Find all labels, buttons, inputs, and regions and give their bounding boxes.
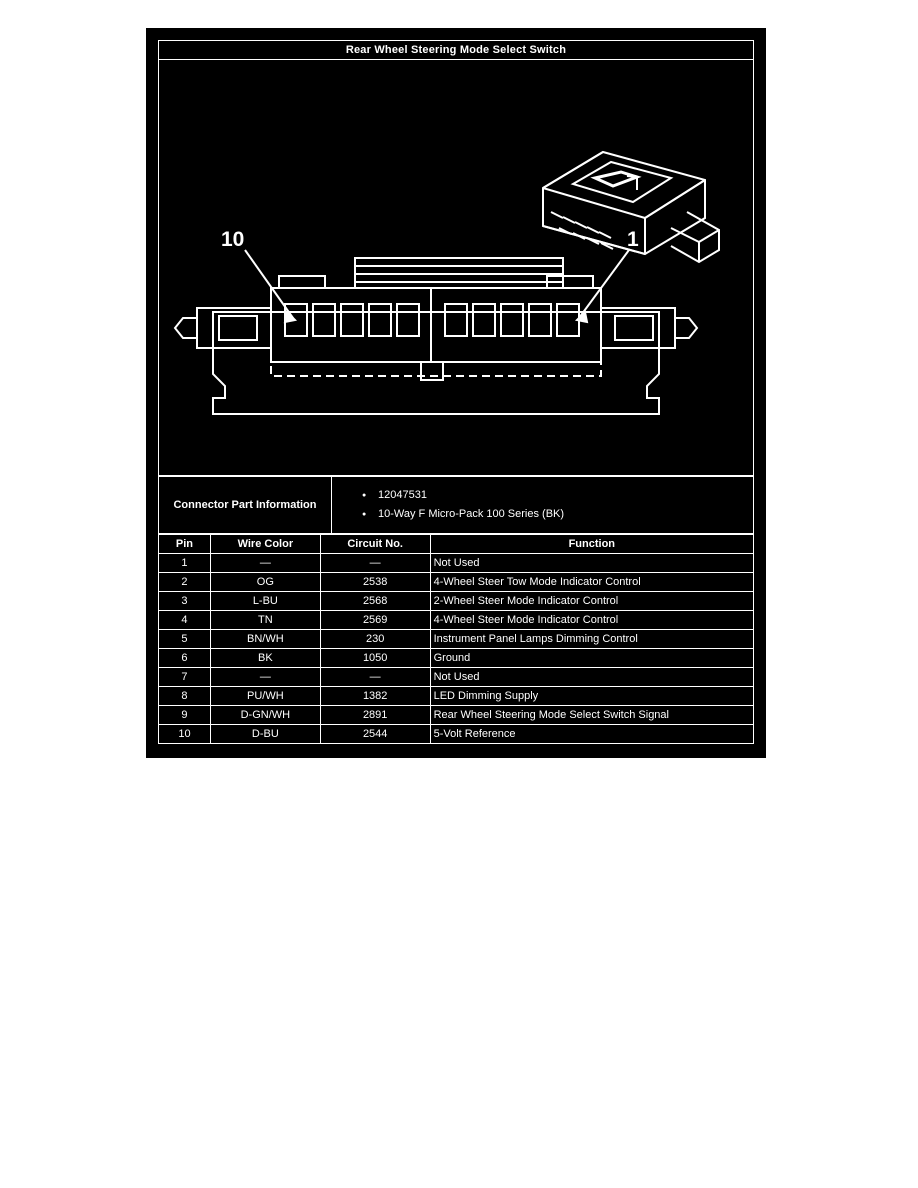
cell-function: 2-Wheel Steer Mode Indicator Control [430,592,753,611]
cell-circuit: 2544 [320,725,430,744]
cell-wire: OG [210,573,320,592]
cell-pin: 3 [159,592,211,611]
pin-table [158,534,754,744]
cell-wire: BN/WH [210,630,320,649]
column-header-function: Function [430,535,753,554]
cell-function: Instrument Panel Lamps Dimming Control [430,630,753,649]
cell-function: Not Used [430,554,753,573]
cell-pin: 6 [159,649,211,668]
cell-function: 4-Wheel Steer Mode Indicator Control [430,611,753,630]
table-row [159,706,754,725]
cell-function: LED Dimming Supply [430,687,753,706]
cell-wire: TN [210,611,320,630]
cell-function: 5-Volt Reference [430,725,753,744]
cell-pin: 9 [159,706,211,725]
connector-part-information [158,476,754,534]
cell-circuit: — [320,554,430,573]
table-row [159,592,754,611]
cell-wire: BK [210,649,320,668]
cell-circuit: — [320,668,430,687]
column-header-circuit: Circuit No. [320,535,430,554]
cell-pin: 8 [159,687,211,706]
table-row [159,630,754,649]
table-row [159,611,754,630]
table-row [159,668,754,687]
table-header-row [159,535,754,554]
callout-label-1: 1 [627,228,639,251]
cell-circuit: 1050 [320,649,430,668]
connector-illustration [158,60,754,476]
cell-circuit: 230 [320,630,430,649]
column-header-pin: Pin [159,535,211,554]
cell-pin: 7 [159,668,211,687]
cell-pin: 10 [159,725,211,744]
cell-wire: D-GN/WH [210,706,320,725]
table-row [159,573,754,592]
cell-circuit: 2568 [320,592,430,611]
figure-panel [146,28,766,758]
cell-wire: D-BU [210,725,320,744]
cell-function: Ground [430,649,753,668]
connector-part-information-label: Connector Part Information [158,476,332,534]
cell-pin: 4 [159,611,211,630]
cell-circuit: 1382 [320,687,430,706]
table-row [159,649,754,668]
cell-wire: — [210,668,320,687]
table-row [159,554,754,573]
cell-circuit: 2538 [320,573,430,592]
connector-face-view [175,258,697,414]
cell-pin: 2 [159,573,211,592]
callout-label-10: 10 [221,228,245,251]
cell-circuit: 2891 [320,706,430,725]
list-item: ● 12047531 [378,486,753,505]
table-row [159,687,754,706]
cell-wire: — [210,554,320,573]
cell-function: 4-Wheel Steer Tow Mode Indicator Control [430,573,753,592]
connector-part-information-values [332,476,754,534]
table-row [159,725,754,744]
column-header-wire: Wire Color [210,535,320,554]
cell-pin: 1 [159,554,211,573]
figure-inner [158,40,754,746]
list-item: ● 10-Way F Micro-Pack 100 Series (BK) [378,505,753,524]
cell-wire: L-BU [210,592,320,611]
cell-function: Rear Wheel Steering Mode Select Switch Signal [430,706,753,725]
figure-title: Rear Wheel Steering Mode Select Switch [158,40,754,60]
cell-function: Not Used [430,668,753,687]
cell-pin: 5 [159,630,211,649]
cell-circuit: 2569 [320,611,430,630]
cell-wire: PU/WH [210,687,320,706]
